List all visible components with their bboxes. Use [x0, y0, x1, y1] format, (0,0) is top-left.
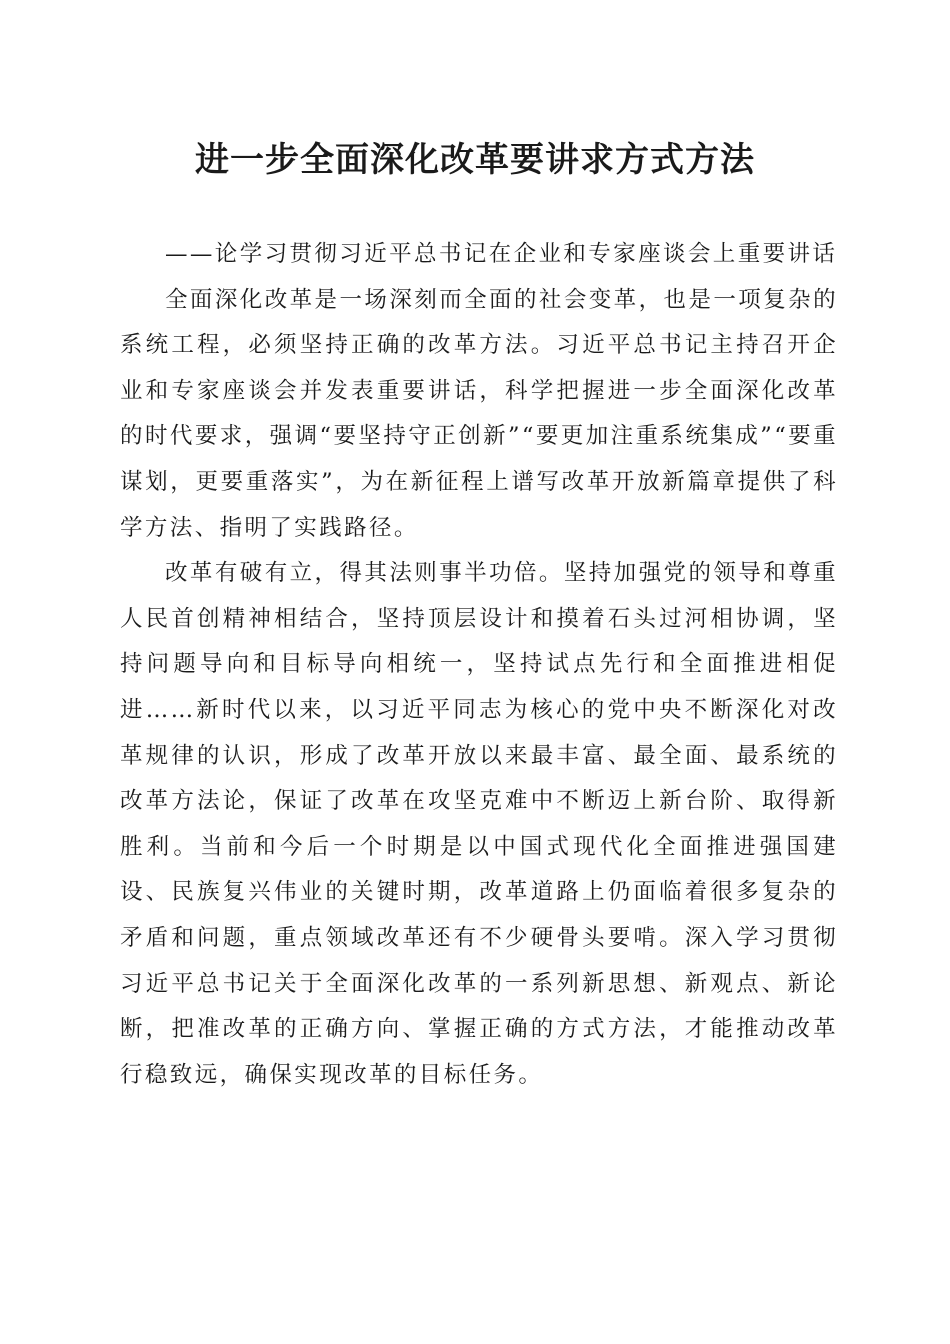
- paragraph-2: 改革有破有立，得其法则事半功倍。坚持加强党的领导和尊重人民首创精神相结合，坚持顶层设计和摸着石头过河相协调，坚持问题导向和目标导向相统一，坚持试点先行和全面推进相促进……新时代以来，以习近平同志为核心的党中央不断深化对改革规律的认识，形成了改革开放以来最丰富、最全面、最系统的改革方法论，保证了改革在攻坚克难中不断迈上新台阶、取得新胜利。当前和今后一个时期是以中国式现代化全面推进强国建设、民族复兴伟业的关键时期，改革道路上仍面临着很多复杂的矛盾和问题，重点领域改革还有不少硬骨头要啃。深入学习贯彻习近平总书记关于全面深化改革的一系列新思想、新观点、新论断，把准改革的正确方向、掌握正确的方式方法，才能推动改革行稳致远，确保实现改革的目标任务。: [120, 560, 838, 1088]
- paragraph-1: 全面深化改革是一场深刻而全面的社会变革，也是一项复杂的系统工程，必须坚持正确的改革方法。习近平总书记主持召开企业和专家座谈会并发表重要讲话，科学把握进一步全面深化改革的时代要求，强调“要坚持守正创新”“要更加注重系统集成”“要重谋划，更要重落实”，为在新征程上谱写改革开放新篇章提供了科学方法、指明了实践路径。: [120, 286, 838, 541]
- subtitle: ——论学习贯彻习近平总书记在企业和专家座谈会上重要讲话: [165, 241, 838, 267]
- document-body: [120, 232, 838, 1098]
- document-title: 进一步全面深化改革要讲求方式方法: [195, 140, 755, 180]
